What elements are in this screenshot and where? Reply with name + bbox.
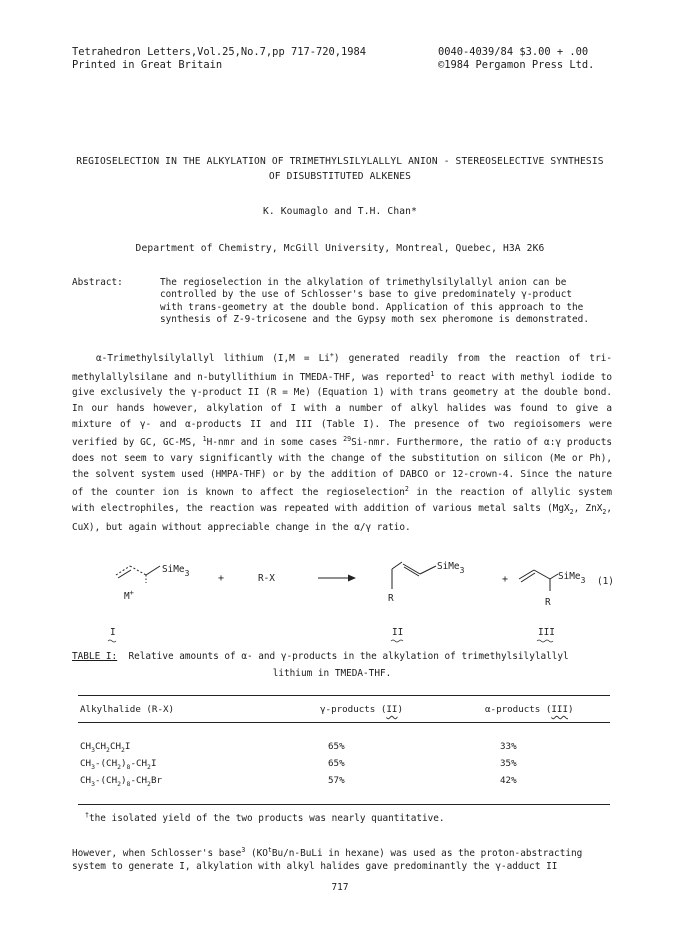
label-II: II: [392, 627, 404, 638]
allyl-anion-structure: [116, 566, 160, 583]
gamma-value: 65%: [328, 741, 345, 752]
table-row: $CH_3-(CH_2)_8-CH_2I$: [80, 758, 157, 771]
alpha-value: 33%: [500, 741, 517, 752]
table-caption-line2: lithium in TMEDA-THF.: [272, 668, 392, 679]
table-header-rule: [78, 722, 610, 723]
reaction-arrow: [318, 575, 356, 582]
svg-text:R: R: [545, 597, 551, 608]
table-footnote: †the isolated yield of the two products was nearly quantitative.: [85, 811, 445, 825]
journal-citation: Tetrahedron Letters,Vol.25,No.7,pp 717-720,1984: [72, 46, 367, 58]
reaction-scheme: [0, 555, 680, 650]
alpha-value: 35%: [500, 758, 517, 769]
svg-text:SiMe3: SiMe3: [162, 564, 190, 578]
body-paragraph-2-line2: system to generate I, alkylation with alkyl halides gave predominantly the γ-adduct II: [72, 861, 558, 872]
gamma-value: 65%: [328, 758, 345, 769]
header-alpha: α-products (III): [485, 704, 574, 715]
table-top-rule: [78, 695, 610, 696]
label-III: III: [538, 627, 555, 638]
label-I: I: [110, 627, 116, 638]
affiliation: Department of Chemistry, McGill University, Montreal, Quebec, H3A 2K6: [135, 243, 545, 254]
paper-title-line1: REGIOSELECTION IN THE ALKYLATION OF TRIMETHYLSILYLALLYL ANION - STEREOSELECTIVE SYNTHESIS: [76, 156, 604, 167]
authors: K. Koumaglo and T.H. Chan*: [262, 206, 418, 217]
abstract-label: Abstract:: [72, 277, 123, 288]
svg-text:SiMe3: SiMe3: [437, 561, 465, 575]
svg-text:SiMe3: SiMe3: [558, 571, 586, 585]
svg-text:R-X: R-X: [258, 573, 275, 584]
copyright: ©1984 Pergamon Press Ltd.: [438, 59, 595, 71]
table-bottom-rule: [78, 804, 610, 805]
alpha-product-structure: [519, 570, 558, 591]
svg-text:+: +: [218, 573, 225, 584]
table-row: $CH_3CH_2CH_2I$: [80, 741, 131, 754]
svg-text:R: R: [388, 593, 394, 604]
table-row: $CH_3-(CH_2)_8-CH_2Br$: [80, 775, 163, 788]
svg-text:M+: M+: [124, 589, 134, 602]
body-paragraph-2: However, when Schlosser's base$^3$ ($KO^tBu/n$-BuLi in hexane) was used as the proton-abstracting: [72, 846, 583, 860]
header-alkylhalide: Alkylhalide (R-X): [80, 704, 175, 715]
body-paragraph-1: α-Trimethylsilylallyl lithium (I,M = Li+) generated readily from the reaction of tri-methylallylsilane and n-butyllithium in TMEDA-THF, was reported$^1$ to react with methyl iodide to give exclusively the γ-product II (R = Me) (Equation 1) with trans geometry at the double bond. In our hands however, alkylation of I with a number of alkyl halides was found to give a mixture of γ- and α-products II and III (Table I). The presence of two regioisomers were verified by GC, GC-MS, $^1$H-nmr and in some cases $^{29}$Si-nmr. Furthermore, the ratio of α:γ products does not seem to vary significantly with the change of the substitution on silicon (Me or Ph), the solvent system used (HMPA-THF) or by the addition of DABCO or 12-crown-4. Since the nature of the counter ion is known to affect the regioselection$^2$ in the reaction of allylic system with electrophiles, the reaction was repeated with addition of various metal salts (MgX$_2$, ZnX$_2$, CuX), but again without appreciable change in the α/γ ratio.: [72, 351, 613, 534]
svg-text:(1): (1): [597, 576, 614, 587]
printed-in: Printed in Great Britain: [72, 59, 223, 71]
table-caption: TABLE I: Relative amounts of α- and γ-products in the alkylation of trimethylsilylallyl: [72, 651, 569, 662]
gamma-product-structure: [392, 562, 436, 589]
svg-text:+: +: [502, 574, 509, 585]
header-gamma: γ-products (II): [320, 704, 404, 715]
abstract-text: The regioselection in the alkylation of trimethylsilylallyl anion can be controlled by the use of Schlosser's base to give predominately γ-product with trans-geometry at the double bond. Application of this approach to the synthesis of Z-9-tricosene and the Gypsy moth sex pheromone is demonstrated.: [160, 277, 589, 326]
price-code: 0040-4039/84 $3.00 + .00: [438, 46, 589, 58]
gamma-value: 57%: [328, 775, 345, 786]
page-number: 717: [331, 882, 349, 893]
paper-title-line2: OF DISUBSTITUTED ALKENES: [268, 171, 412, 182]
alpha-value: 42%: [500, 775, 517, 786]
